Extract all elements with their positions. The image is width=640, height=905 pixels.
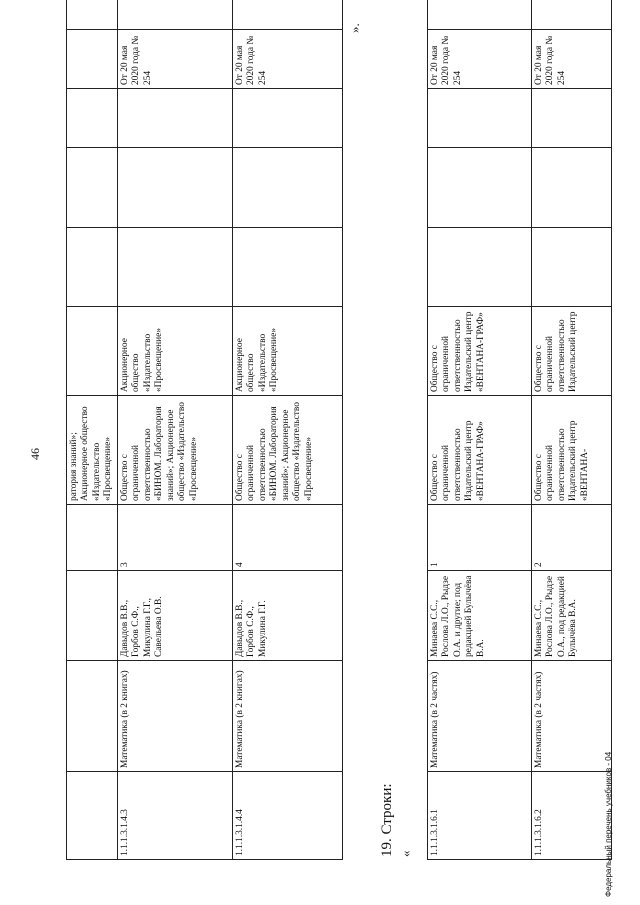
- cell-publisher-new: [67, 307, 118, 396]
- cell-col9: [428, 89, 532, 148]
- cell-col9: [67, 89, 118, 148]
- cell-col7: [428, 228, 532, 307]
- cell-publisher-new: Акционерное общество «Издательство «Просвещение»: [232, 307, 342, 396]
- cell-authors: Минаева С.С., Рослова Л.О., Рыдзе О.А., под редакцией Булычёва В.А.: [532, 571, 612, 661]
- cell-number: [67, 505, 118, 571]
- cell-publisher-orig: ратория знаний»; Акционерное общество «Издательство «Просвещение»: [67, 396, 118, 505]
- closing-quote: ».: [347, 23, 362, 33]
- cell-id: 1.1.1.3.1.6.1: [428, 772, 532, 860]
- cell-number: 1: [428, 505, 532, 571]
- cell-date: От 20 мая 2020 года № 254: [232, 30, 342, 89]
- cell-col8: [532, 148, 612, 228]
- cell-publisher-orig: Общество с ограниченной ответственностью Издательский центр «ВЕНТАНА-: [532, 396, 612, 505]
- cell-col8: [67, 148, 118, 228]
- cell-col9: [232, 89, 342, 148]
- cell-col9: [117, 89, 232, 148]
- cell-authors: [67, 571, 118, 661]
- page-number: 46: [28, 448, 42, 460]
- cell-col8: [117, 148, 232, 228]
- cell-number: 2: [532, 505, 612, 571]
- cell-col11: [67, 0, 118, 30]
- cell-subject: Математика (в 2 частях): [532, 661, 612, 772]
- table-row: [428, 0, 532, 860]
- cell-subject: [67, 661, 118, 772]
- cell-col7: [232, 228, 342, 307]
- cell-publisher-new: Акционерное общество «Издательство «Просвещение»: [117, 307, 232, 396]
- opening-quote: «: [398, 850, 413, 857]
- cell-subject: Математика (в 2 частях): [428, 661, 532, 772]
- cell-col11: [117, 0, 232, 30]
- cell-col8: [232, 148, 342, 228]
- table-row: [532, 0, 612, 860]
- cell-id: 1.1.1.3.1.4.4: [232, 772, 342, 860]
- cell-col8: [428, 148, 532, 228]
- cell-subject: Математика (в 2 книгах): [232, 661, 342, 772]
- cell-publisher-new: Общество с ограниченной ответственностью Издательский центр: [532, 307, 612, 396]
- textbook-table-top: [66, 0, 343, 860]
- cell-publisher-orig: Общество с ограниченной ответственностью Издательский центр «ВЕНТАНА-ГРАФ»: [428, 396, 532, 505]
- cell-authors: Минаева С.С., Рослова Л.О., Рыдзе О.А. и другие; под редакцией Булычёва В.А.: [428, 571, 532, 661]
- cell-authors: Давыдов В.В., Горбов С.Ф., Микулина Г.Г., Савельева О.В.: [117, 571, 232, 661]
- cell-publisher-new: Общество с ограниченной ответственностью Издательский центр «ВЕНТАНА-ГРАФ»: [428, 307, 532, 396]
- cell-col7: [532, 228, 612, 307]
- cell-col7: [117, 228, 232, 307]
- cell-col11: [428, 0, 532, 30]
- cell-authors: Давыдов В.В., Горбов С.Ф., Микулина Г.Г.: [232, 571, 342, 661]
- cell-subject: Математика (в 2 книгах): [117, 661, 232, 772]
- cell-date: От 20 мая 2020 года № 254: [428, 30, 532, 89]
- table-row: [232, 0, 342, 860]
- cell-col11: [232, 0, 342, 30]
- cell-number: 4: [232, 505, 342, 571]
- cell-publisher-orig: Общество с ограниченной ответственностью «БИНОМ. Лаборатория знаний»; Акционерное общество «Издательство «Просвещение»: [117, 396, 232, 505]
- footer-note: Федеральный перечень учебников - 04: [604, 751, 613, 897]
- cell-id: 1.1.1.3.1.4.3: [117, 772, 232, 860]
- cell-date: [67, 30, 118, 89]
- table-row: [117, 0, 232, 860]
- cell-col11: [532, 0, 612, 30]
- cell-number: 3: [117, 505, 232, 571]
- section-heading: 19. Строки:: [379, 783, 395, 857]
- cell-col9: [532, 89, 612, 148]
- cell-date: От 20 мая 2020 года № 254: [532, 30, 612, 89]
- table-row: [67, 0, 118, 860]
- cell-id: [67, 772, 118, 860]
- cell-publisher-orig: Общество с ограниченной ответственностью «БИНОМ. Лаборатория знаний»; Акционерное общество «Издательство «Просвещение»: [232, 396, 342, 505]
- cell-col7: [67, 228, 118, 307]
- cell-id: 1.1.1.3.1.6.2: [532, 772, 612, 860]
- cell-date: От 20 мая 2020 года № 254: [117, 30, 232, 89]
- textbook-table-bottom: [427, 0, 612, 860]
